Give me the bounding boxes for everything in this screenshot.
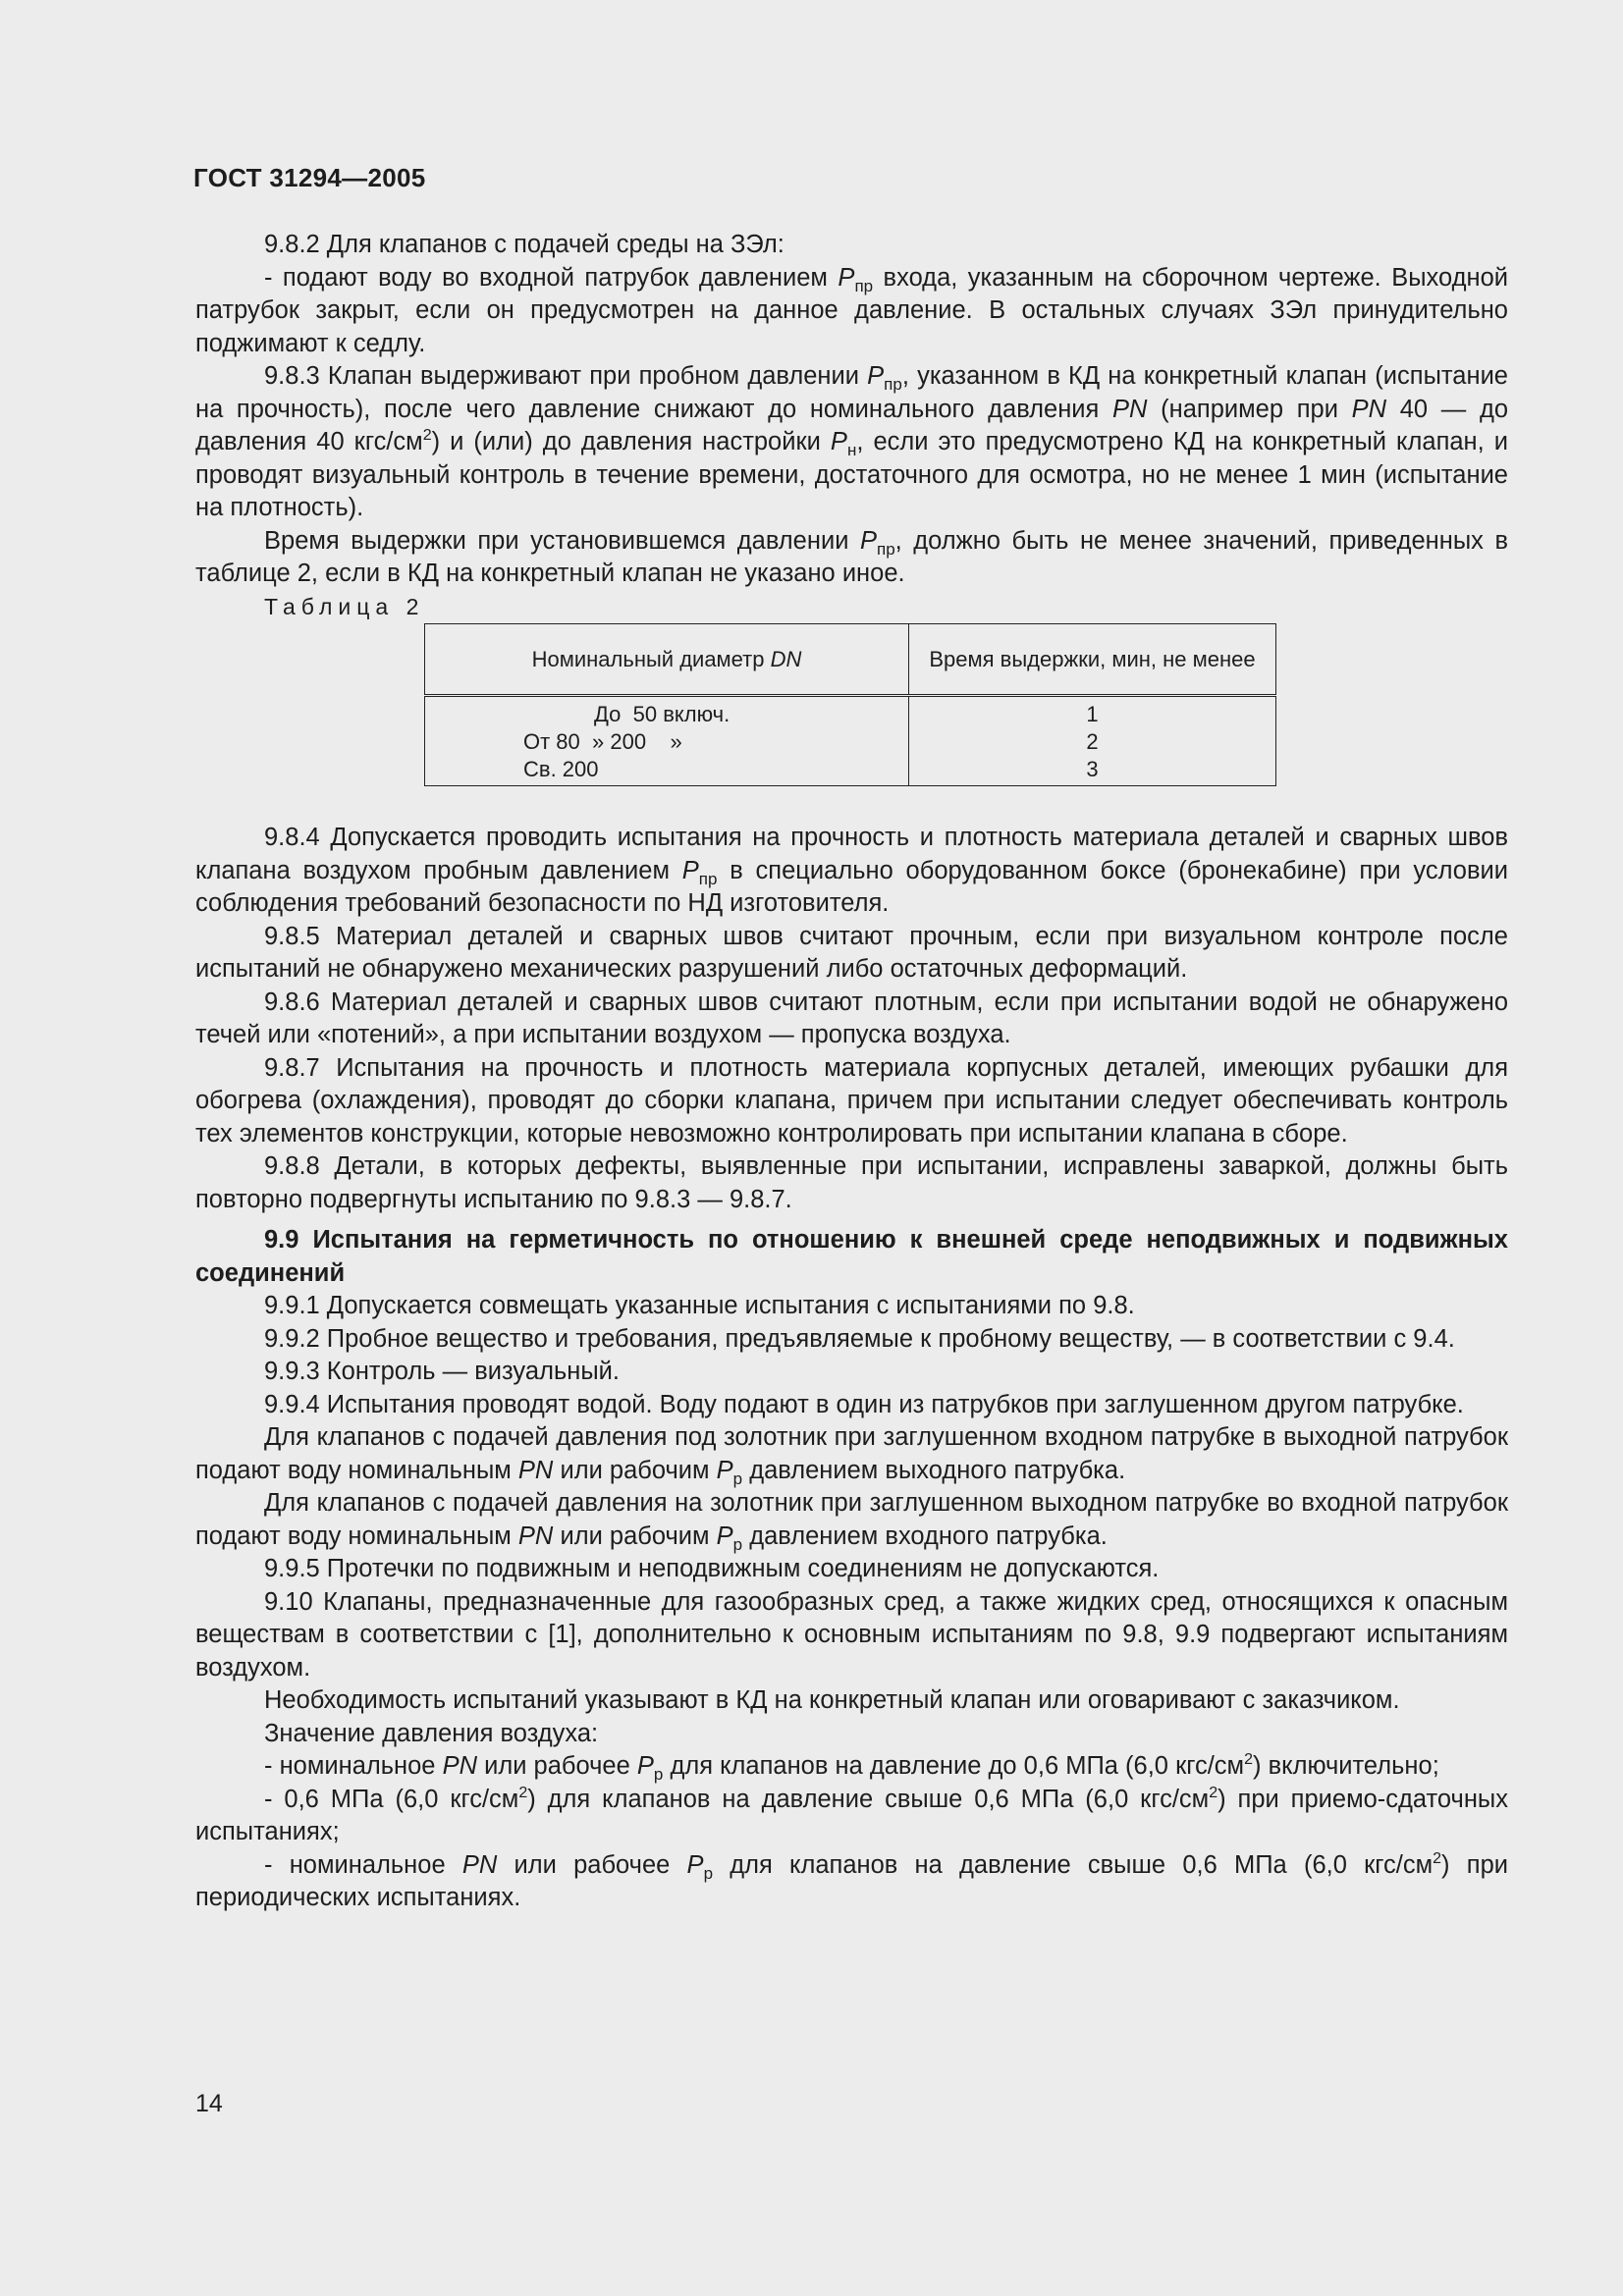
- list-item: - номинальное PN или рабочее $P_р$ для клапанов на давление свыше 0,6 МПа (6,0 кгс/$см^2$) при периодических испытаниях.: [195, 1849, 1508, 1911]
- section-heading-9-9: 9.9 Испытания на герметичность по отношению к внешней среде неподвижных и подвижных соединений: [195, 1226, 1508, 1287]
- paragraph-under-valve: Для клапанов с подачей давления под золотник при заглушенном входном патрубке в выходной патрубок подают воду номинальным PN или рабочим $P_р$ давлением выходного патрубка.: [195, 1423, 1508, 1488]
- table-cell: Св. 200: [523, 757, 599, 781]
- table-cell: 1: [1086, 702, 1099, 726]
- paragraph-9-10: 9.10 Клапаны, предназначенные для газообразных сред, а также жидких сред, относящихся к опасным веществам в соответствии с [1], дополнительно к основным испытаниям по 9.8, 9.9 подвергают испытаниям воздухом.: [195, 1587, 1508, 1682]
- paragraph-9-8-3: 9.8.3 Клапан выдерживают при пробном давлении $P_{пр}$, указанном в КД на конкретный клапан (испытание на прочность), после чего давление снижают до номинального давления PN (например при PN 40 — до давления 40 кгс/$см^2$) и (или) до давления настройки $P_н$, если это предусмотрено КД на конкретный клапан, и проводят визуальный контроль в течение времени, достаточного для осмотра, но не менее 1 мин (испытание на плотность).: [195, 362, 1509, 521]
- paragraph-9-8-4: 9.8.4 Допускается проводить испытания на прочность и плотность материала деталей и сварных швов клапана воздухом пробным давлением $P_{пр}$ в специально оборудованном боксе (бронекабине) при условии соблюдения требований безопасности по НД изготовителя.: [195, 824, 1508, 917]
- table-cell: До 50 включ.: [594, 702, 730, 726]
- table-dn-cell: [425, 696, 909, 786]
- table-cell: 2: [1086, 729, 1099, 754]
- paragraph-9-9-5: 9.9.5 Протечки по подвижным и неподвижным соединениям не допускаются.: [264, 1555, 1160, 1582]
- table-caption: Таблица 2: [264, 593, 425, 619]
- paragraph-9-8-6: 9.8.6 Материал деталей и сварных швов считают плотным, если при испытании водой не обнаружено течей или «потений», а при испытании воздухом — пропуска воздуха.: [195, 988, 1508, 1048]
- table-cell: От 80 » 200 »: [523, 729, 682, 754]
- paragraph-9-8-2: 9.8.2 Для клапанов с подачей среды на ЗЭл:: [264, 231, 784, 258]
- table-header-row: [425, 624, 1276, 696]
- table-header-dn: Номинальный диаметр DN: [425, 624, 909, 696]
- table-header-time: Время выдержки, мин, не менее: [909, 624, 1276, 696]
- list-item: - 0,6 МПа (6,0 кгс/$см^2$) для клапанов на давление свыше 0,6 МПа (6,0 кгс/$см^2$) при приемо-сдаточных испытаниях;: [195, 1784, 1508, 1845]
- paragraph-9-8-8: 9.8.8 Детали, в которых дефекты, выявленные при испытании, исправлены заваркой, должны быть повторно подвергнуты испытанию по 9.8.3 — 9.8.7.: [195, 1152, 1508, 1213]
- table-cell: 3: [1086, 757, 1099, 781]
- document-body: [195, 229, 1508, 1915]
- table-time-cell: [909, 696, 1276, 786]
- paragraph-9-8-7: 9.8.7 Испытания на прочность и плотность материала корпусных деталей, имеющих рубашки для обогрева (охлаждения), проводят до сборки клапана, причем при испытании следует обеспечивать контроль тех элементов конструкции, которые невозможно контролировать при испытании клапана в сборе.: [195, 1053, 1508, 1148]
- paragraph-9-9-3: 9.9.3 Контроль — визуальный.: [264, 1358, 620, 1385]
- document-header: ГОСТ 31294—2005: [193, 163, 426, 192]
- paragraph-air-pressure: Значение давления воздуха:: [264, 1719, 599, 1747]
- paragraph-9-9-2: 9.9.2 Пробное вещество и требования, предъявляемые к пробному веществу, — в соответствии с 9.4.: [264, 1324, 1455, 1353]
- paragraph-9-9-1: 9.9.1 Допускается совмещать указанные испытания с испытаниями по 9.8.: [264, 1292, 1135, 1319]
- table-2: [424, 623, 1276, 786]
- paragraph-onto-valve: Для клапанов с подачей давления на золотник при заглушенном выходном патрубке во входной патрубок подают воду номинальным PN или рабочим $P_р$ давлением входного патрубка.: [195, 1489, 1508, 1554]
- paragraph-9-9-4: 9.9.4 Испытания проводят водой. Воду подают в один из патрубков при заглушенном другом патрубке.: [264, 1390, 1464, 1418]
- list-item: - номинальное PN или рабочее $P_р$ для клапанов на давление до 0,6 МПа (6,0 кгс/$см^2$) включительно;: [264, 1751, 1439, 1784]
- table-body-row: [425, 696, 1276, 786]
- paragraph-9-8-2-item: - подают воду во входной патрубок давлением $P_{пр}$ входа, указанным на сборочном чертеже. Выходной патрубок закрыт, если он предусмотрен на данное давление. В остальных случаях ЗЭл принудительно поджимают к седлу.: [195, 263, 1509, 357]
- paragraph-need: Необходимость испытаний указывают в КД на конкретный клапан или оговаривают с заказчиком.: [264, 1686, 1400, 1714]
- paragraph-9-8-5: 9.8.5 Материал деталей и сварных швов считают прочным, если при визуальном контроле после испытаний не обнаружено механических разрушений либо остаточных деформаций.: [195, 922, 1508, 983]
- page-number: 14: [195, 2090, 223, 2117]
- paragraph-hold-time: Время выдержки при установившемся давлении $P_{пр}$, должно быть не менее значений, приведенных в таблице 2, если в КД на конкретный клапан не указано иное.: [195, 526, 1508, 587]
